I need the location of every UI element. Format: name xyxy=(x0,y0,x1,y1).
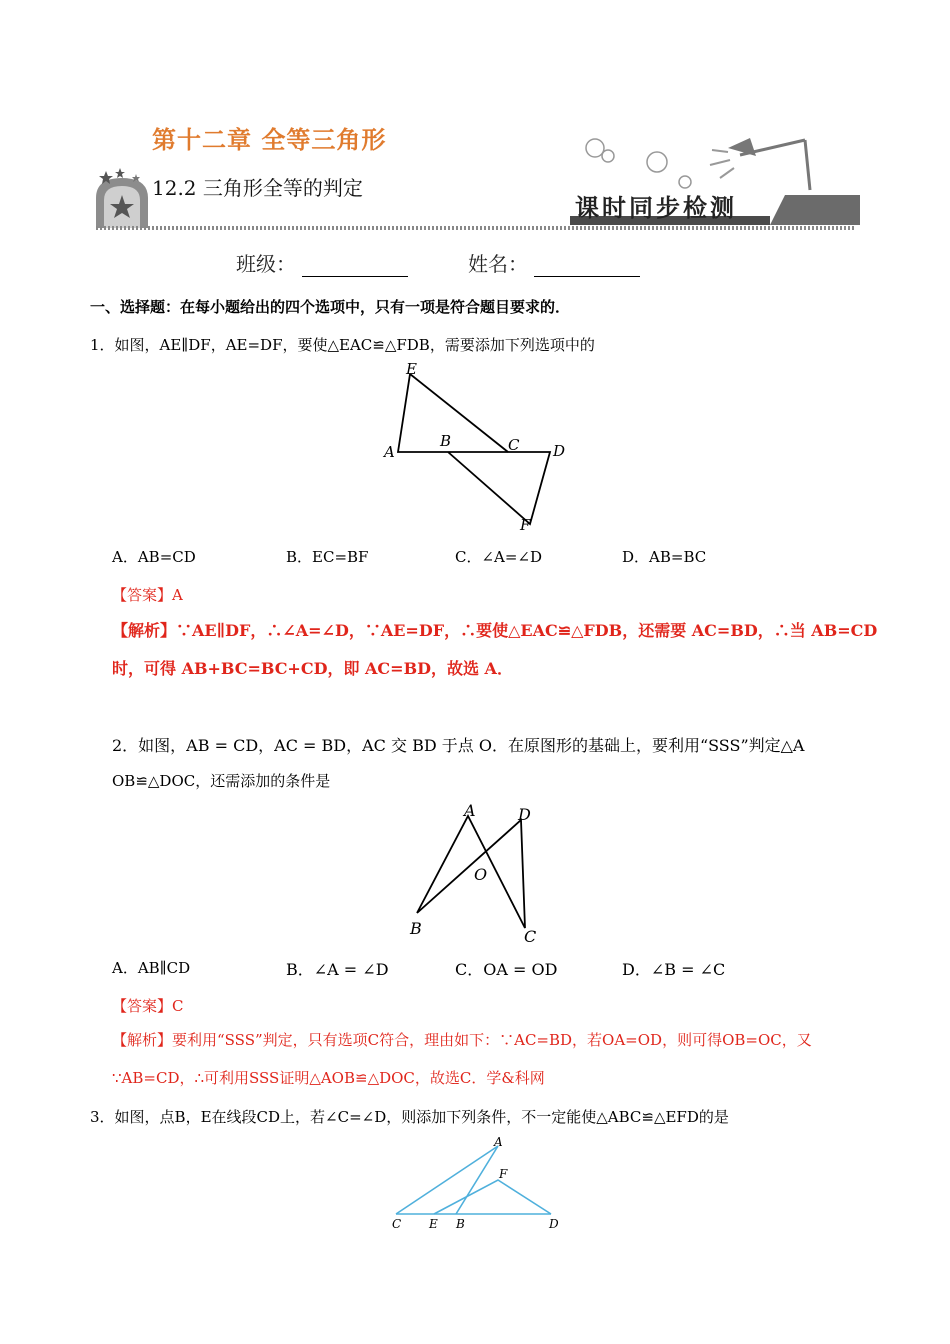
class-input[interactable] xyxy=(302,258,408,277)
q1-option-a[interactable]: A．AB=CD xyxy=(112,548,196,566)
header-divider xyxy=(96,226,856,230)
question-1-stem: 1．如图，AE∥DF，AE=DF，要使△EAC≌△FDB，需要添加下列选项中的 xyxy=(90,336,595,354)
name-field xyxy=(468,248,640,277)
q1-label-d: D xyxy=(553,442,566,460)
q1-explanation-line1: 【解析】∵AE∥DF，∴∠A=∠D，∵AE=DF，∴要使△EAC≌△FDB，还需要 AC=BD，∴当 AB=CD xyxy=(112,621,878,640)
q1-option-b[interactable]: B．EC=BF xyxy=(286,548,369,566)
q2-label-a: A xyxy=(464,801,476,820)
q3-label-b: B xyxy=(456,1217,465,1231)
q1-label-a: A xyxy=(384,443,395,461)
name-label: 姓名： xyxy=(468,252,528,276)
q1-label-c: C xyxy=(508,436,520,454)
q1-label-e: E xyxy=(406,362,417,378)
q3-label-a: A xyxy=(494,1135,503,1149)
q2-option-d[interactable]: D．∠B = ∠C xyxy=(622,960,726,979)
sync-test-label: 课时同步检测 xyxy=(575,193,737,222)
q2-label-o: O xyxy=(474,865,488,884)
q2-label-c: C xyxy=(524,927,537,946)
q1-option-c[interactable]: C．∠A=∠D xyxy=(455,548,543,566)
name-input[interactable] xyxy=(534,258,640,277)
q2-answer: 【答案】C xyxy=(112,997,184,1015)
section-title: 12.2 三角形全等的判定 xyxy=(152,176,363,200)
q2-explanation-line1: 【解析】要利用“SSS”判定，只有选项C符合，理由如下：∵AC=BD，若OA=OD，则可得OB=OC，又 xyxy=(112,1031,812,1049)
q1-answer: 【答案】A xyxy=(112,586,183,604)
q2-explanation-line2: ∵AB=CD，∴可利用SSS证明△AOB≌△DOC，故选C．学&科网 xyxy=(112,1069,545,1087)
question-2-stem-line2: OB≌△DOC，还需添加的条件是 xyxy=(112,772,331,790)
chapter-title: 第十二章 全等三角形 xyxy=(152,126,387,154)
q2-option-a[interactable]: A．AB∥CD xyxy=(112,959,191,977)
q2-option-b[interactable]: B．∠A = ∠D xyxy=(286,960,389,979)
q3-label-d: D xyxy=(549,1217,559,1231)
question-1-figure xyxy=(380,362,570,534)
q2-option-c[interactable]: C．OA = OD xyxy=(455,960,558,979)
q2-label-b: B xyxy=(410,919,422,938)
question-2-figure xyxy=(400,798,550,948)
question-2-stem-line1: 2．如图，AB = CD，AC = BD，AC 交 BD 于点 O．在原图形的基础上，要利用“SSS”判定△A xyxy=(112,736,805,755)
question-3-stem: 3．如图，点B，E在线段CD上，若∠C=∠D，则添加下列条件，不一定能使△ABC≌△EFD的是 xyxy=(90,1108,729,1126)
q3-label-f: F xyxy=(499,1167,508,1181)
q1-label-f: F xyxy=(520,516,531,534)
q1-explanation-line2: 时，可得 AB+BC=BC+CD，即 AC=BD，故选 A． xyxy=(112,659,513,678)
class-label: 班级： xyxy=(236,252,296,276)
q3-label-c: C xyxy=(392,1217,402,1231)
q1-option-d[interactable]: D．AB=BC xyxy=(622,548,707,566)
chapter-badge-icon xyxy=(92,168,154,230)
q2-label-d: D xyxy=(518,805,531,824)
q1-label-b: B xyxy=(440,432,452,450)
q3-label-e: E xyxy=(429,1217,438,1231)
part-one-title: 一、选择题：在每小题给出的四个选项中，只有一项是符合题目要求的． xyxy=(90,298,571,316)
class-field xyxy=(236,248,408,277)
question-3-figure xyxy=(386,1134,566,1234)
